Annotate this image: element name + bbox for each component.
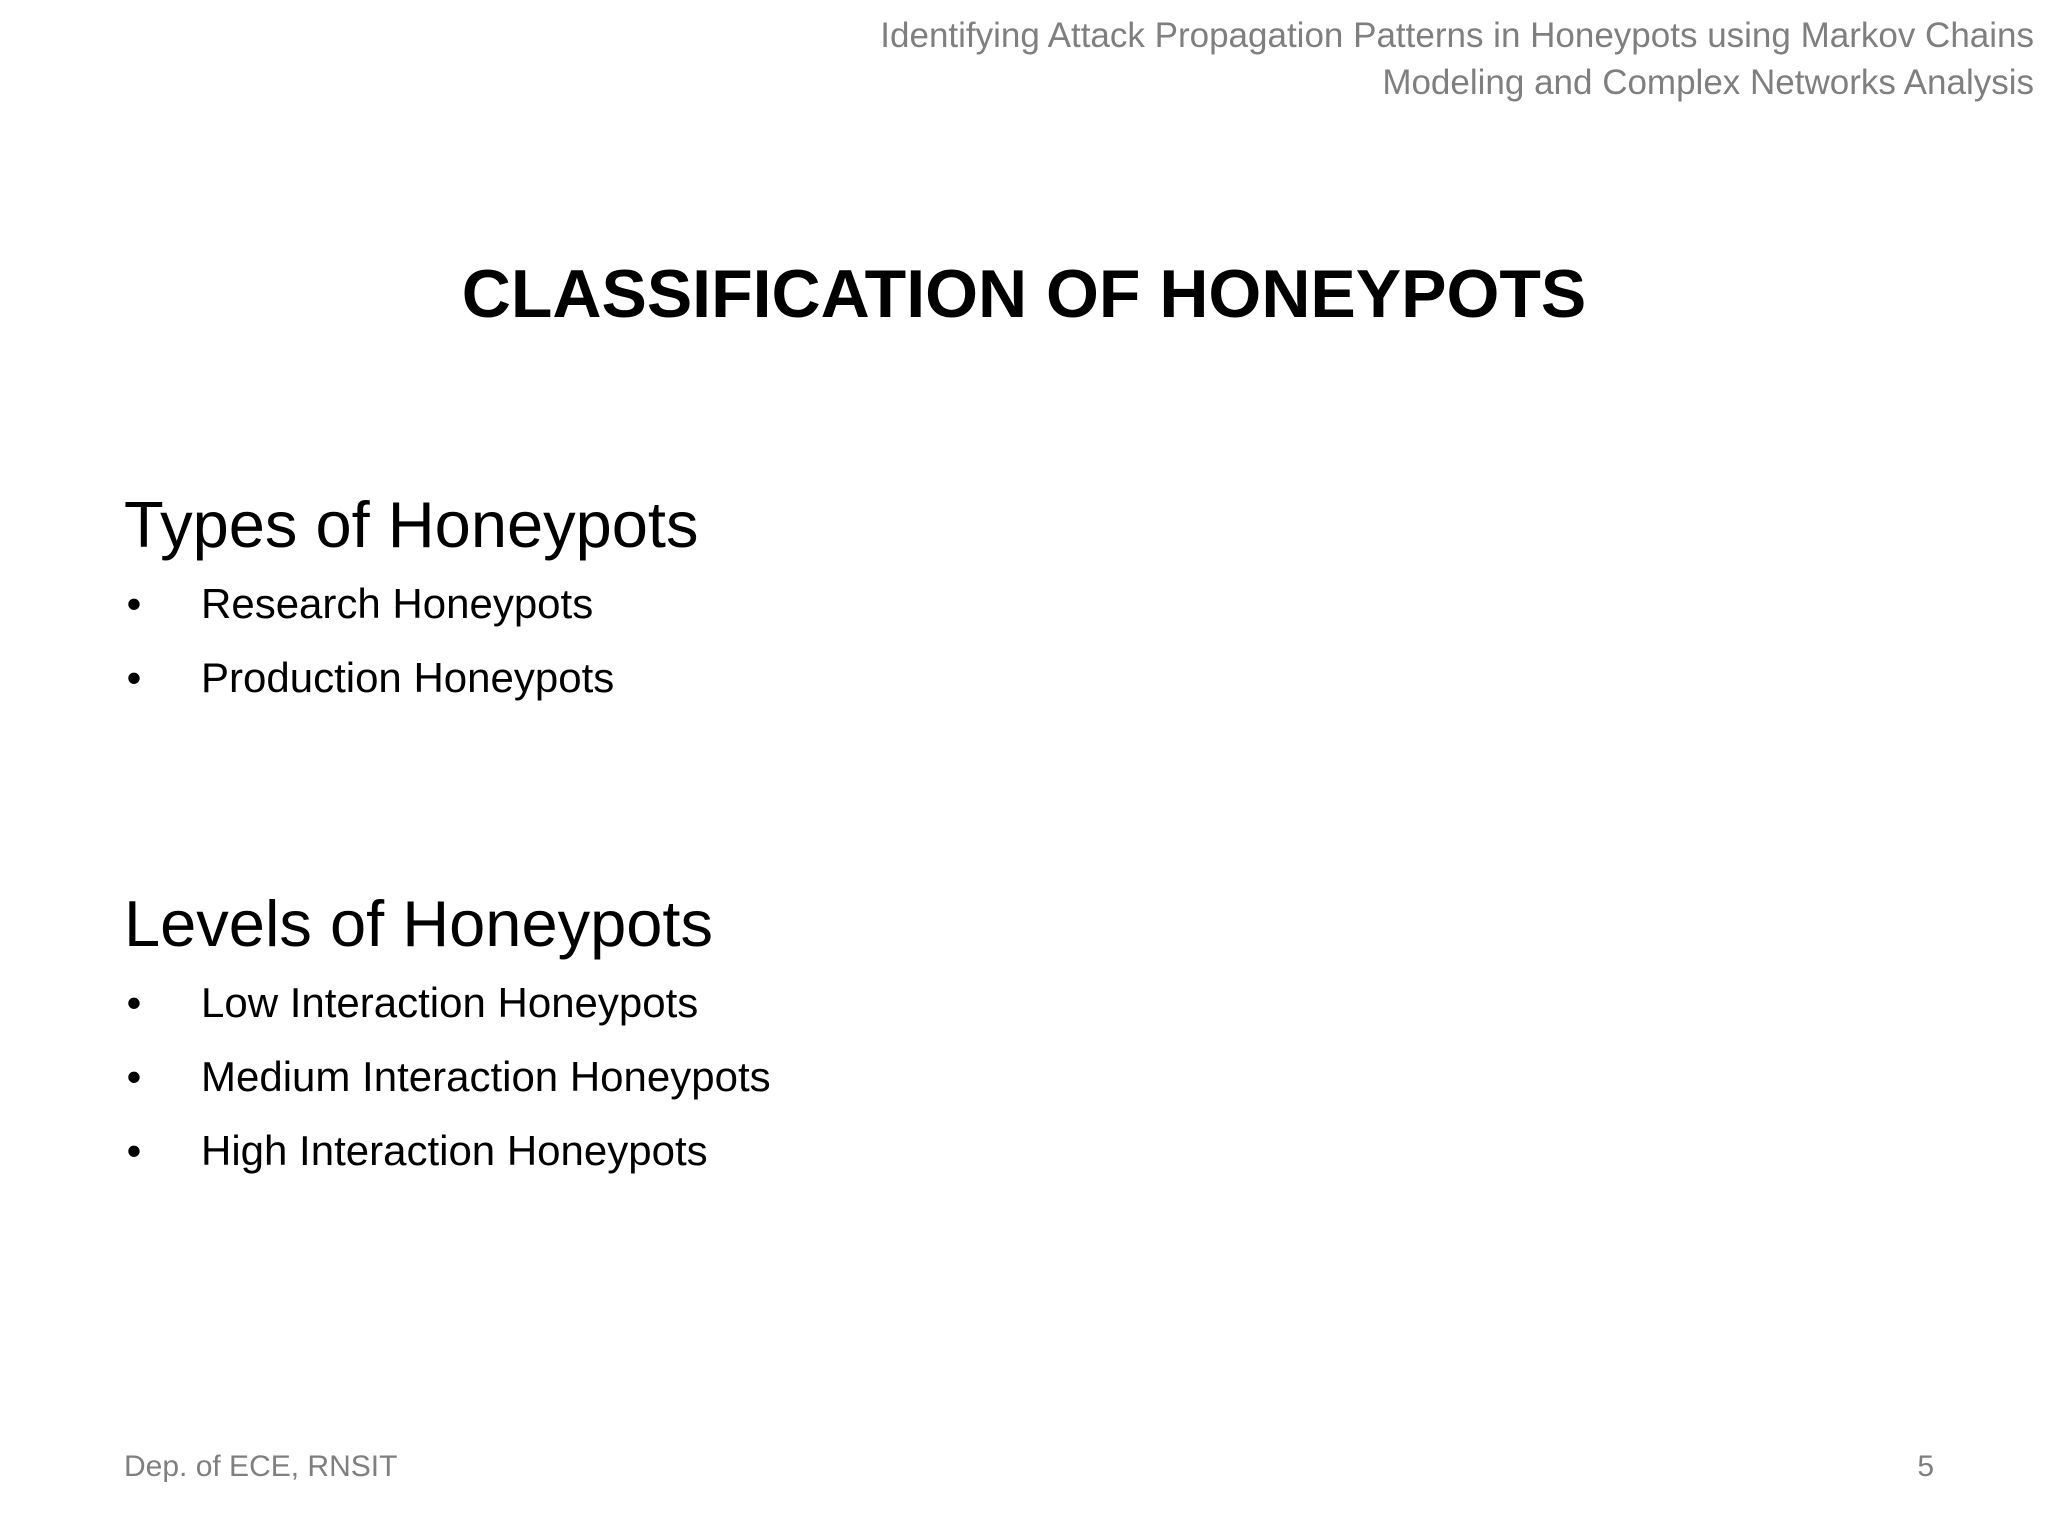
bullet-icon: •	[126, 979, 142, 1026]
section-heading-types: Types of Honeypots	[124, 488, 699, 561]
bullet-list-types	[124, 567, 1524, 715]
list-item-label: High Interaction Honeypots	[201, 1127, 708, 1174]
bullet-list-levels	[124, 966, 1524, 1188]
bullet-icon: •	[126, 654, 142, 701]
bullet-icon: •	[126, 1053, 142, 1100]
list-item-label: Production Honeypots	[201, 654, 615, 701]
header-line-1: Identifying Attack Propagation Patterns in Honeypots using Markov Chains	[880, 16, 2034, 55]
footer-department: Dep. of ECE, RNSIT	[124, 1450, 398, 1483]
list-item	[124, 567, 1524, 641]
slide-header	[734, 12, 2034, 106]
header-line-2: Modeling and Complex Networks Analysis	[1382, 63, 2034, 102]
bullet-icon: •	[126, 580, 142, 627]
list-item-label: Research Honeypots	[201, 580, 594, 627]
list-item	[124, 641, 1524, 715]
list-item	[124, 966, 1524, 1040]
slide-title: CLASSIFICATION OF HONEYPOTS	[461, 256, 1587, 332]
section-types-of-honeypots	[124, 483, 1524, 715]
list-item-label: Medium Interaction Honeypots	[201, 1053, 771, 1100]
section-levels-of-honeypots	[124, 882, 1524, 1188]
footer-page-number: 5	[1917, 1450, 1934, 1483]
list-item-label: Low Interaction Honeypots	[201, 979, 699, 1026]
section-heading-levels: Levels of Honeypots	[124, 887, 713, 960]
list-item	[124, 1114, 1524, 1188]
list-item	[124, 1040, 1524, 1114]
bullet-icon: •	[126, 1127, 142, 1174]
